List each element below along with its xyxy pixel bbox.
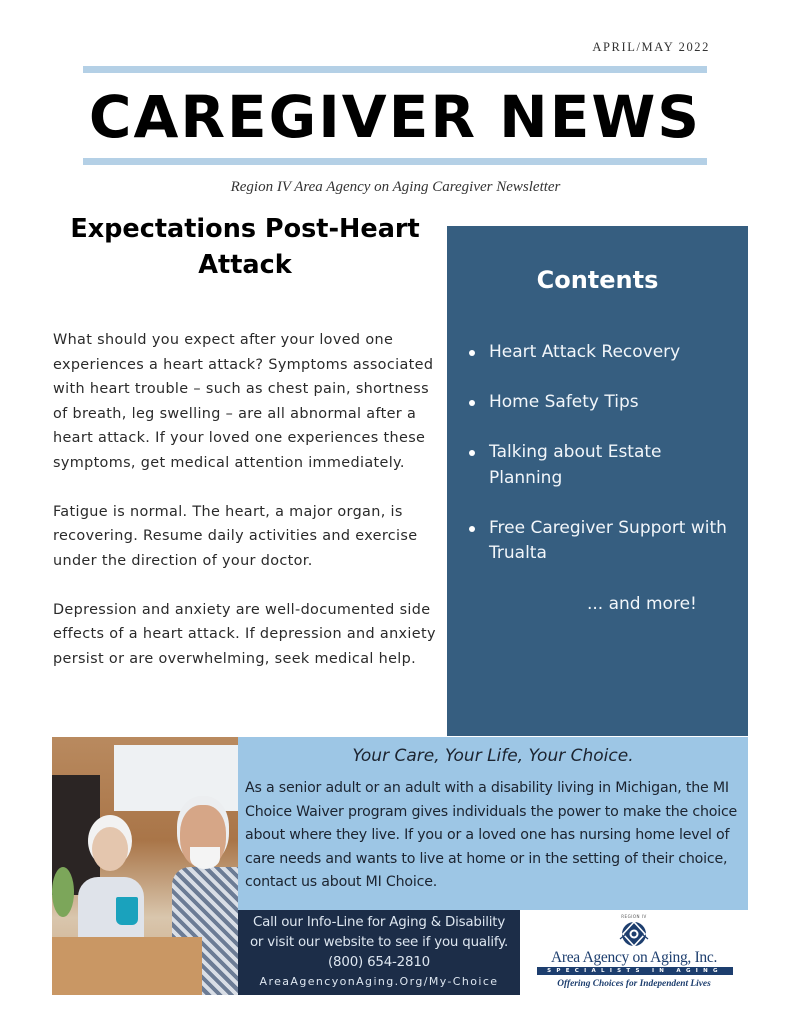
contents-list xyxy=(469,340,739,591)
bullet-icon xyxy=(469,400,475,406)
article-paragraph: Depression and anxiety are well-documented side effects of a heart attack. If depression and anxiety persist or are overwhelming, seek medical help. xyxy=(53,601,436,667)
compass-emblem-icon xyxy=(618,919,650,949)
article-paragraph: What should you expect after your loved one experiences a heart attack? Symptoms associated with heart trouble – such as chest pain, shortness of breath, leg swelling – are all abnormal after a heart attack. If your loved one experiences these symptoms, get medical attention immediately. xyxy=(53,332,434,471)
contents-item xyxy=(469,390,739,416)
logo-band: SPECIALISTS IN AGING xyxy=(537,967,733,975)
ad-photo xyxy=(52,737,238,995)
photo-man-beard xyxy=(190,847,220,869)
contents-item xyxy=(469,340,739,366)
cta-line: or visit our website to see if you qualify. xyxy=(249,935,509,950)
photo-woman-head xyxy=(92,827,128,871)
photo-plant xyxy=(52,867,74,917)
photo-window xyxy=(114,745,238,811)
bullet-icon xyxy=(469,450,475,456)
contents-panel xyxy=(447,226,748,736)
contents-item xyxy=(469,516,739,567)
contents-item xyxy=(469,440,739,491)
newsletter-title: CAREGIVER NEWS xyxy=(88,83,702,151)
ad-tagline: Your Care, Your Life, Your Choice. xyxy=(352,746,634,766)
contents-item-label: Talking about Estate Planning xyxy=(489,442,662,488)
masthead-top-rule xyxy=(83,66,707,73)
contents-item-label: Home Safety Tips xyxy=(489,392,639,412)
newsletter-subtitle: Region IV Area Agency on Aging Caregiver Newsletter xyxy=(230,179,561,195)
contents-title: Contents xyxy=(536,266,659,294)
ad-text-panel xyxy=(238,737,748,910)
ad-cta-panel xyxy=(238,910,520,995)
phone-number[interactable]: (800) 654-2810 xyxy=(328,955,430,970)
masthead-bottom-rule xyxy=(83,158,707,165)
agency-logo xyxy=(520,910,748,995)
article-body xyxy=(53,328,438,696)
article-paragraph: Fatigue is normal. The heart, a major organ, is recovering. Resume daily activities and exercise under the direction of your doctor. xyxy=(53,503,418,569)
photo-mug xyxy=(116,897,138,925)
article-title: Expectations Post-Heart Attack xyxy=(70,214,420,280)
contents-more: ... and more! xyxy=(587,594,697,614)
bullet-icon xyxy=(469,526,475,532)
ad-body: As a senior adult or an adult with a disability living in Michigan, the MI Choice Waiver program gives individuals the power to make the choice about where they live. If you or a loved one has nursing home level of care needs and wants to live at home or in the setting of their choice, contact us about MI Choice. xyxy=(245,780,738,890)
cta-line: Call our Info-Line for Aging & Disability xyxy=(252,915,506,930)
bullet-icon xyxy=(469,350,475,356)
logo-region-label: REGION IV xyxy=(621,914,647,919)
photo-table xyxy=(52,937,202,995)
website-link[interactable]: AreaAgencyonAging.Org/My-Choice xyxy=(259,975,499,988)
logo-name: Area Agency on Aging, Inc. xyxy=(550,949,718,966)
contents-item-label: Free Caregiver Support with Trualta xyxy=(489,517,727,563)
logo-slogan: Offering Choices for Independent Lives xyxy=(557,979,711,989)
contents-item-label: Heart Attack Recovery xyxy=(489,342,681,362)
issue-date: APRIL/MAY 2022 xyxy=(592,40,710,54)
